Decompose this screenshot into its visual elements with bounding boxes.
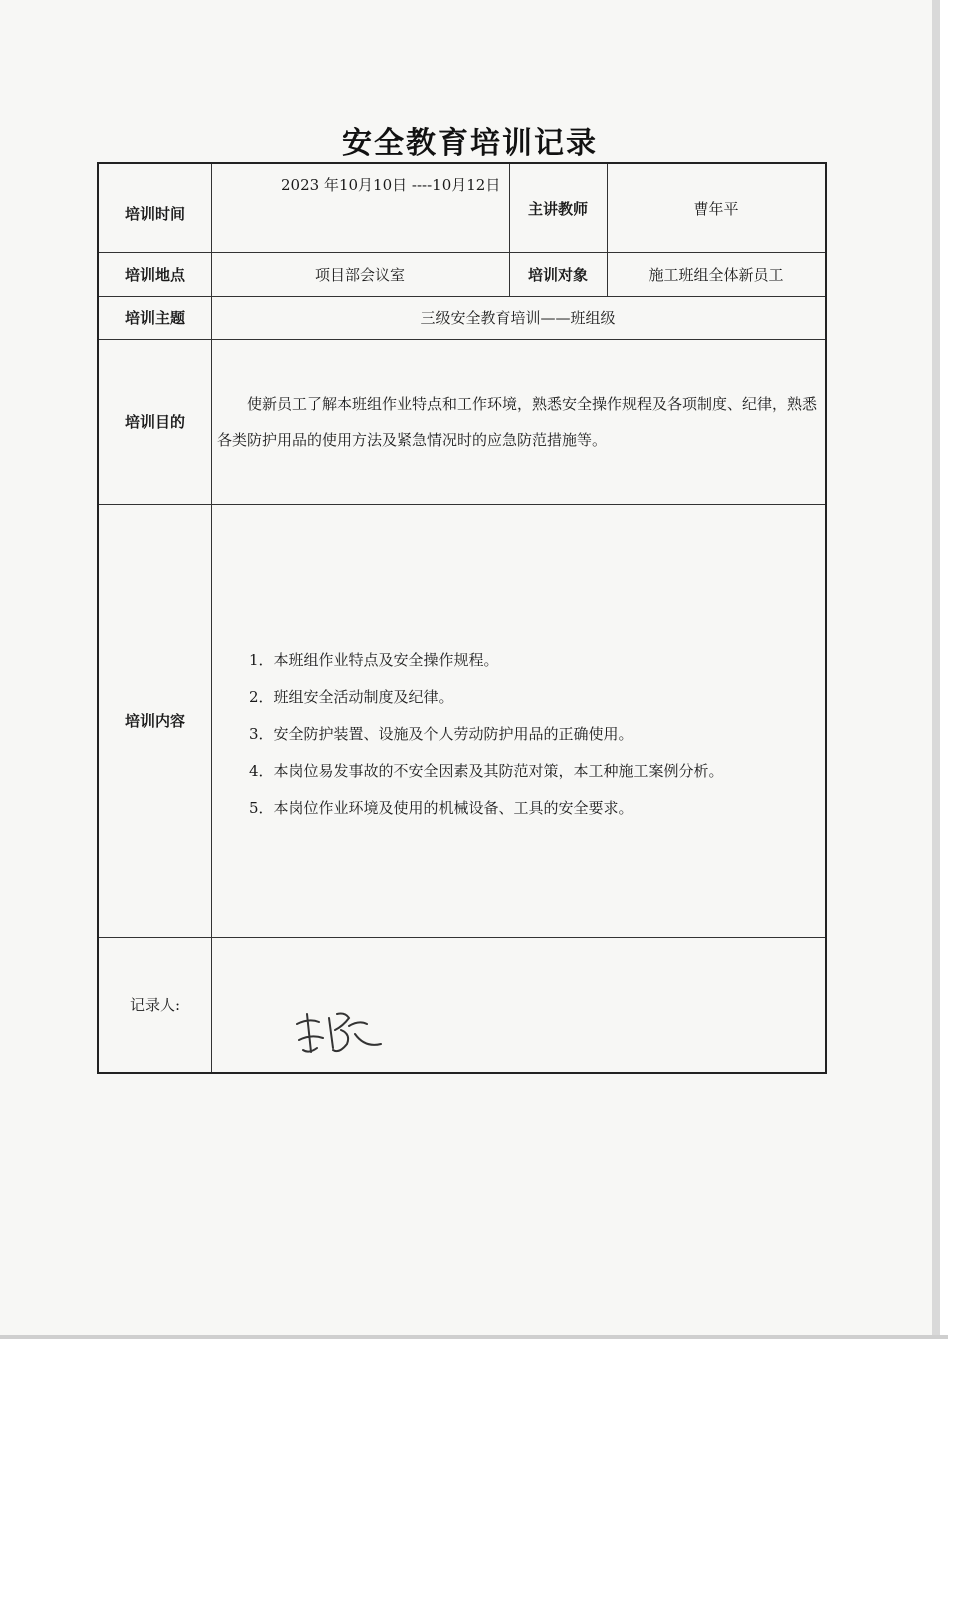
time-value: 2023 年10月10日 ----10月12日 (281, 176, 501, 194)
content-label: 培训内容 (124, 712, 185, 730)
list-item: 5．本岗位作业环境及使用的机械设备、工具的安全要求。 (249, 799, 634, 817)
topic-value: 三级安全教育培训——班组级 (420, 309, 616, 327)
handwritten-signature (289, 1004, 389, 1064)
teacher-label: 主讲教师 (527, 199, 588, 218)
purpose-text: 使新员工了解本班组作业特点和工作环境，熟悉安全操作规程及各项制度、纪律，熟悉各类防护用品的使用方法及紧急情况时的应急防范措施等。 (217, 395, 818, 449)
audience-label: 培训对象 (527, 265, 588, 284)
recorder-label: 记录人: (129, 996, 181, 1014)
audience-value: 施工班组全体新员工 (648, 265, 784, 284)
location-value: 项目部会议室 (314, 265, 405, 284)
document-title: 安全教育培训记录 (342, 126, 598, 161)
content-list (249, 642, 724, 827)
time-label: 培训时间 (124, 204, 185, 223)
page-edge (0, 1335, 948, 1339)
list-item: 2．班组安全活动制度及纪律。 (249, 688, 454, 706)
teacher-value: 曹年平 (693, 199, 739, 218)
purpose-label: 培训目的 (124, 413, 185, 431)
list-item: 4．本岗位易发事故的不安全因素及其防范对策，本工种施工案例分析。 (249, 762, 724, 780)
training-record-form (97, 162, 827, 1074)
location-label: 培训地点 (124, 265, 185, 284)
list-item: 3．安全防护装置、设施及个人劳动防护用品的正确使用。 (249, 725, 634, 743)
topic-label: 培训主题 (124, 309, 185, 327)
list-item: 1．本班组作业特点及安全操作规程。 (249, 651, 499, 669)
